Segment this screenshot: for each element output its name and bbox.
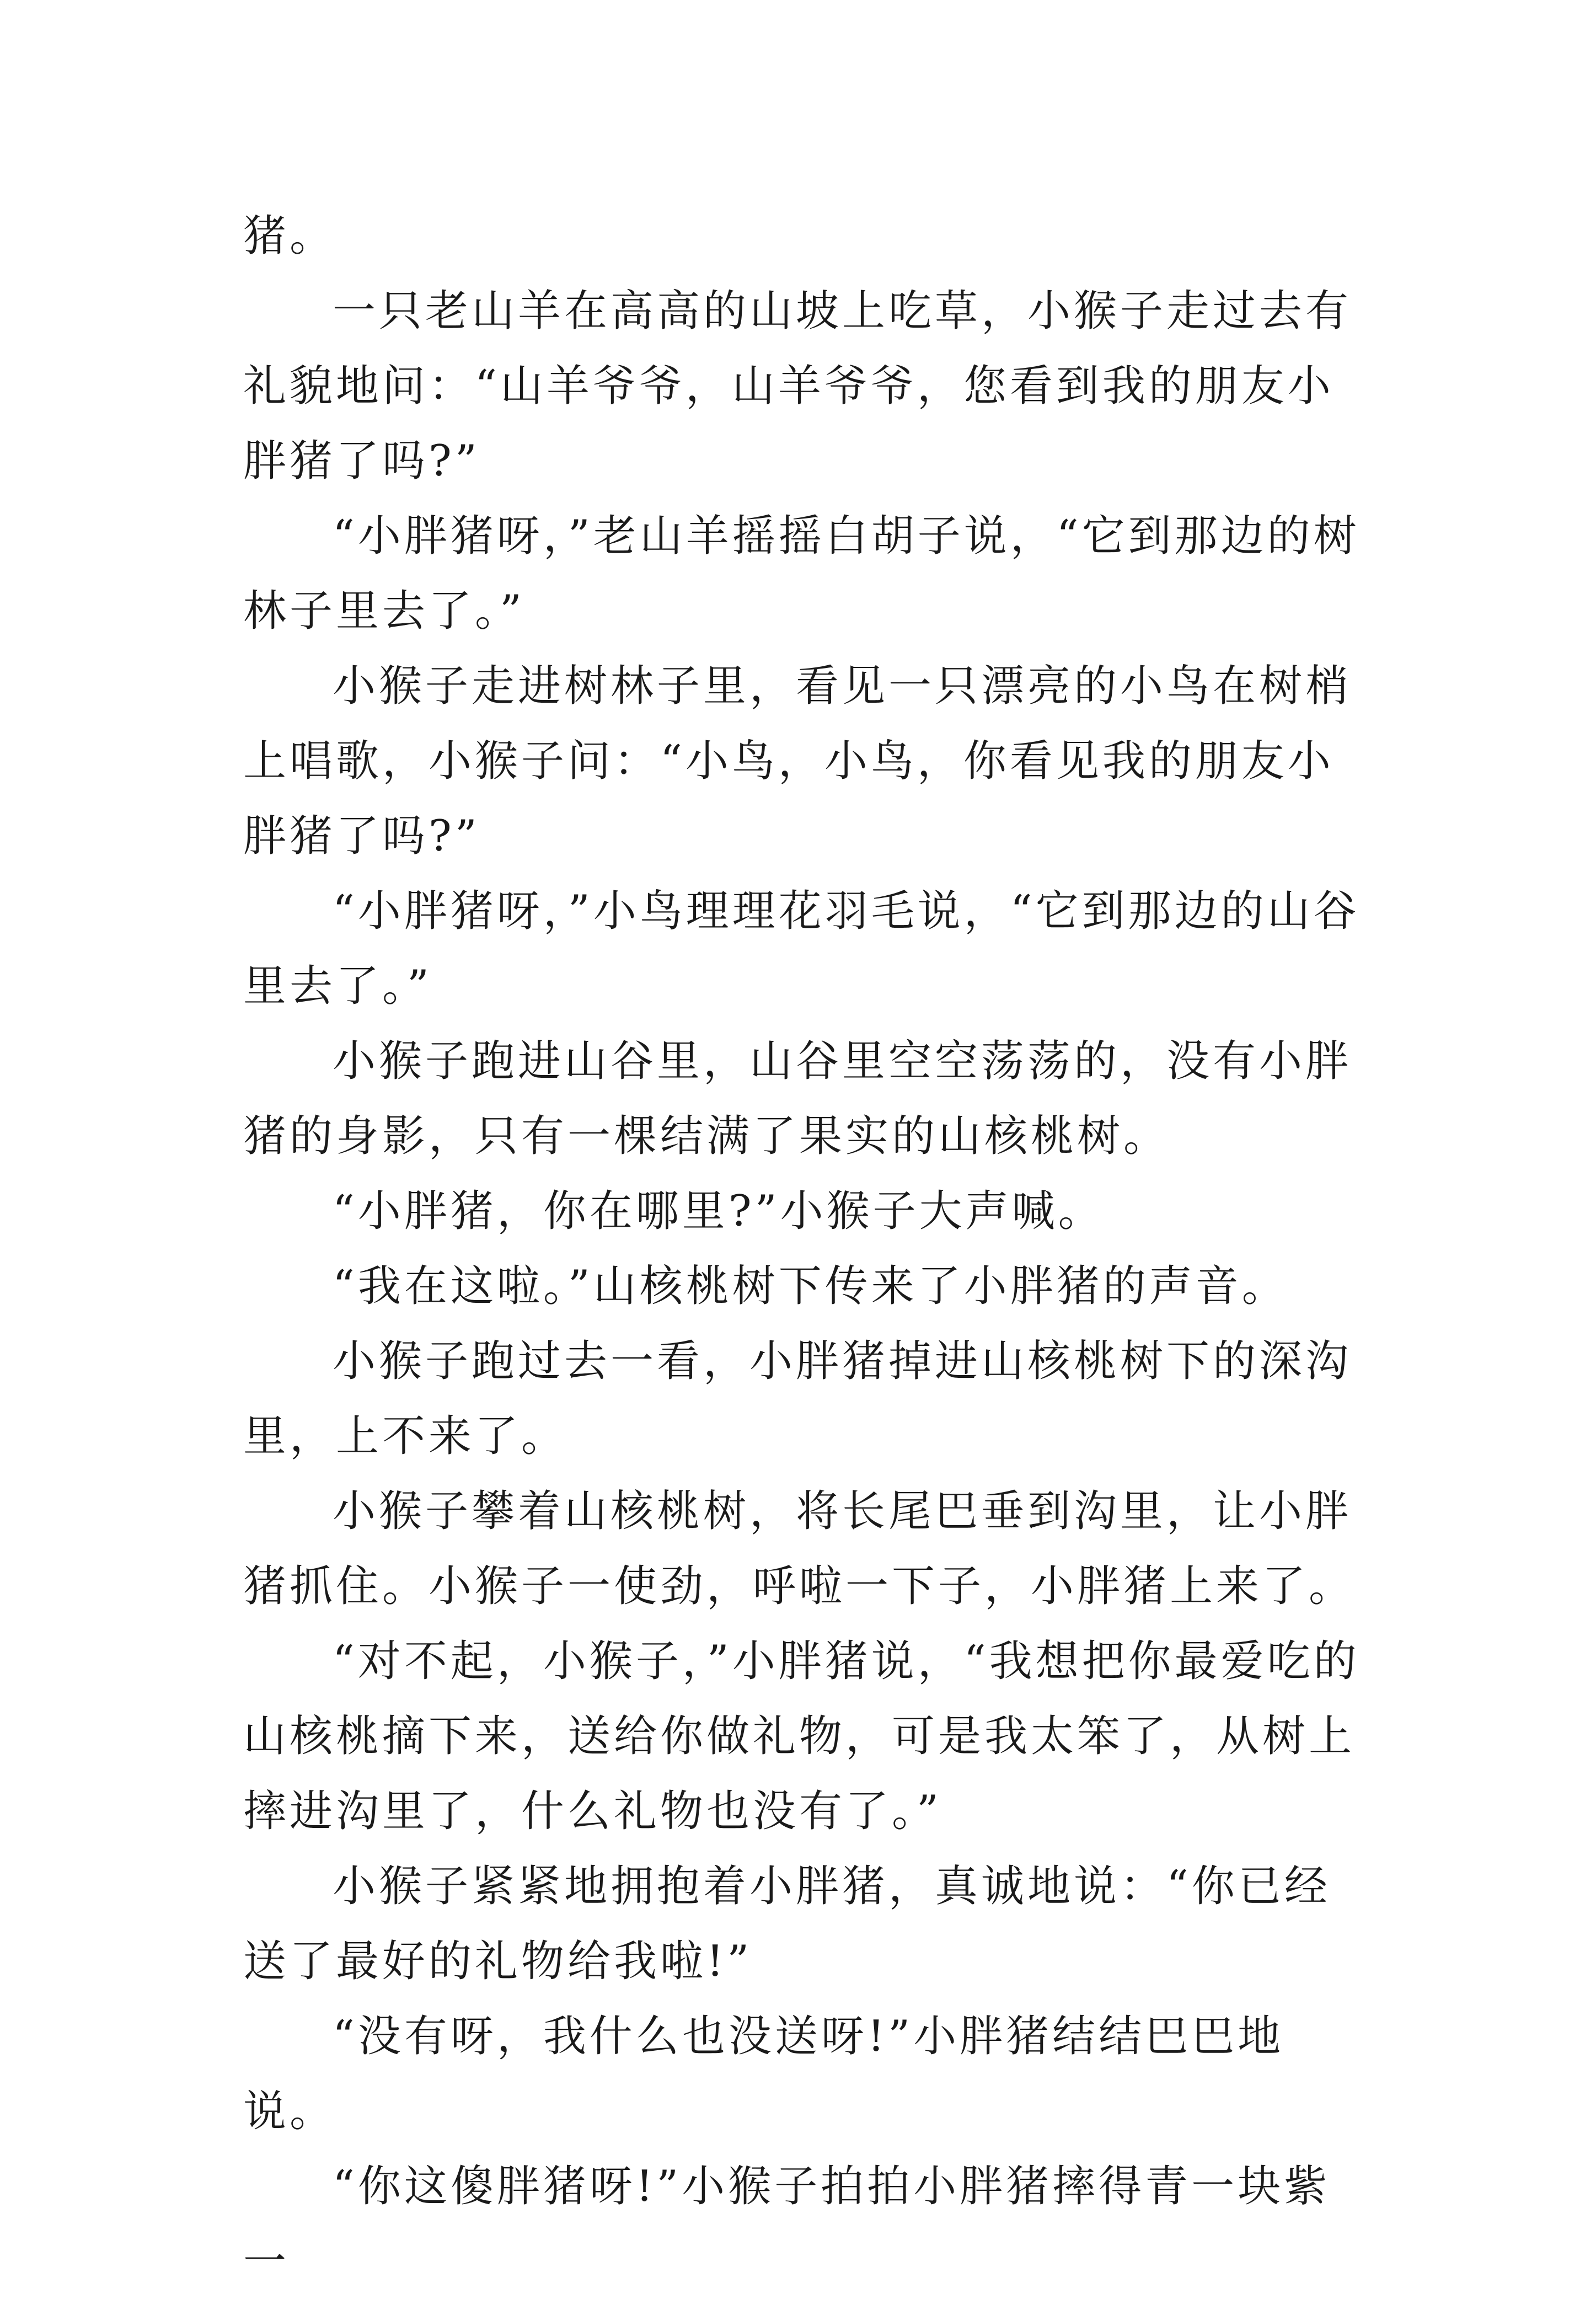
paragraph: “小胖猪呀，”小鸟理理花羽毛说，“它到那边的山谷里去了。” (243, 886, 1360, 1011)
paragraph: 一只老山羊在高高的山坡上吃草，小猴子走过去有礼貌地问：“山羊爷爷，山羊爷爷，您看到我的朋友小胖猪了吗?” (243, 286, 1352, 486)
paragraph: “对不起，小猴子，”小胖猪说，“我想把你最爱吃的山核桃摘下来，送给你做礼物，可是我太笨了，从树上摔进沟里了，什么礼物也没有了。” (243, 1637, 1360, 1836)
paragraph: 小猴子跑进山谷里，山谷里空空荡荡的，没有小胖猪的身影，只有一棵结满了果实的山核桃树。 (243, 1036, 1352, 1161)
story-text (243, 199, 1368, 2299)
paragraph: “没有呀，我什么也没送呀!”小胖猪结结巴巴地说。 (243, 2012, 1284, 2136)
paragraph: 小猴子跑过去一看，小胖猪掉进山核桃树下的深沟里，上不来了。 (243, 1336, 1352, 1461)
paragraph: 小猴子紧紧地拥抱着小胖猪，真诚地说：“你已经送了最好的礼物给我啦!” (243, 1862, 1331, 1986)
paragraph: “我在这啦。”山核桃树下传来了小胖猪的声音。 (333, 1261, 1288, 1311)
paragraph: 小猴子攀着山核桃树，将长尾巴垂到沟里，让小胖猪抓住。小猴子一使劲，呼啦一下子，小胖猪上来了。 (243, 1487, 1356, 1611)
paragraph: “小胖猪呀，”老山羊摇摇白胡子说，“它到那边的树林子里去了。” (243, 511, 1360, 636)
paragraph: 猪。 (243, 211, 336, 261)
paragraph: 小猴子走进树林子里，看见一只漂亮的小鸟在树梢上唱歌，小猴子问：“小鸟，小鸟，你看见我的朋友小胖猪了吗?” (243, 661, 1352, 861)
paragraph: “小胖猪，你在哪里?”小猴子大声喊。 (333, 1186, 1105, 1236)
paragraph: “你这傻胖猪呀!”小猴子拍拍小胖猪摔得青一块紫一 (243, 2162, 1331, 2286)
